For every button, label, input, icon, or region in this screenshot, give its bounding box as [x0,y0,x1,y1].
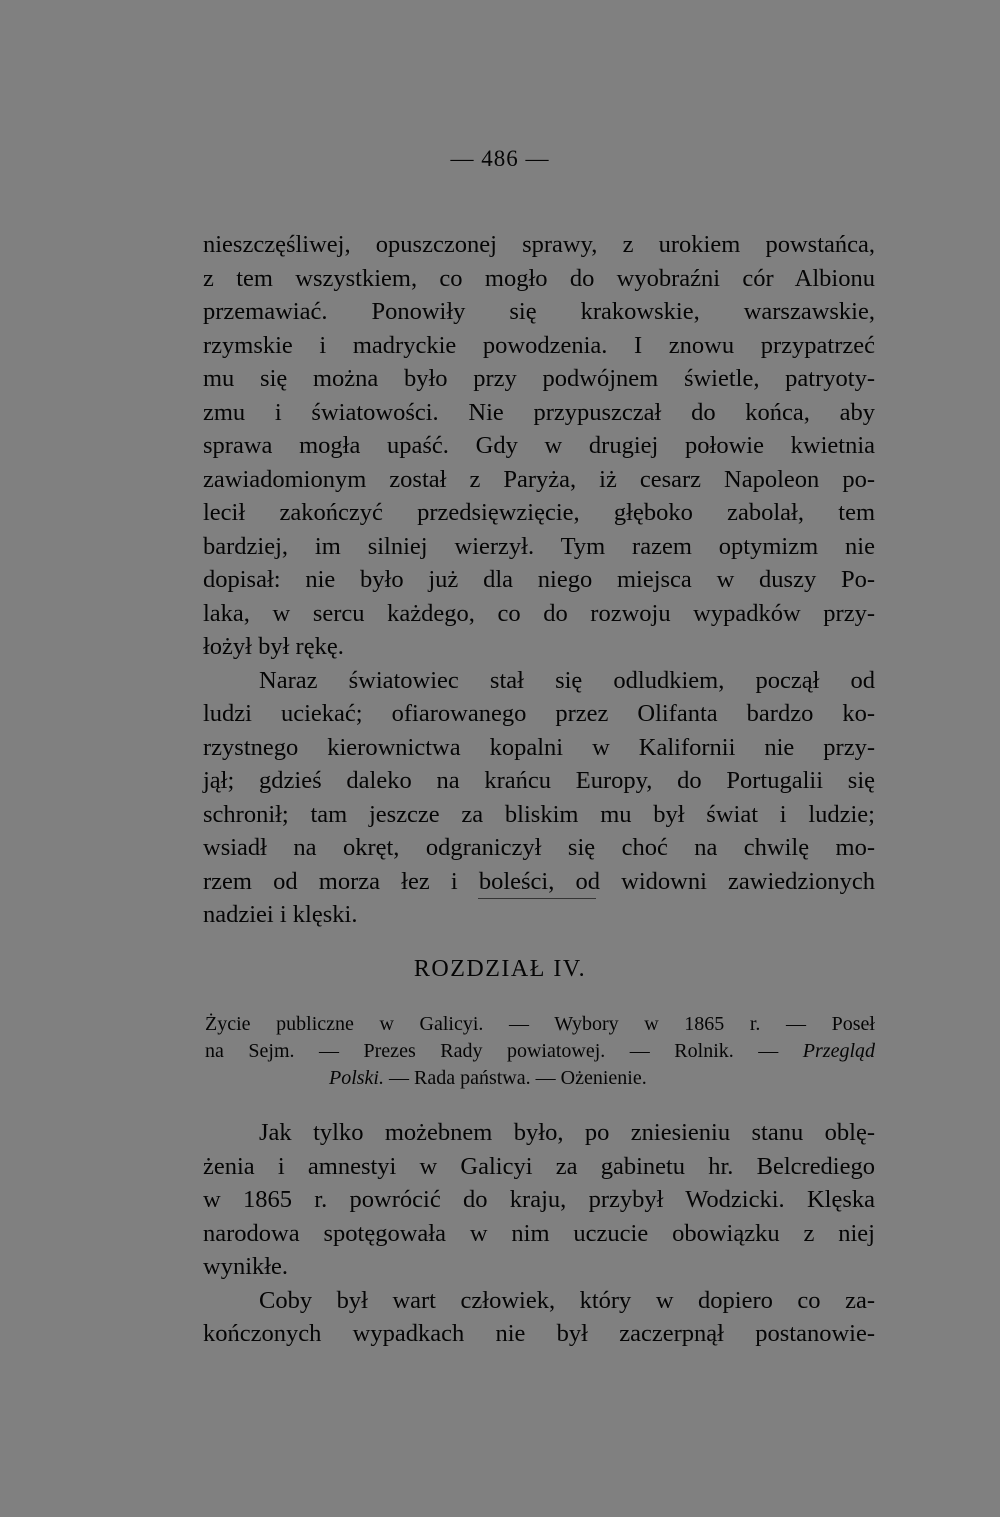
page-number: — 486 — [450,146,550,171]
text-line: sprawa mogła upaść. Gdy w drugiej połowie kwietnia [203,432,875,459]
text-line: ludzi uciekać; ofiarowanego przez Olifanta bardzo ko- [203,700,875,727]
summary-text: — Rada państwa. — Ożenienie. [384,1067,647,1089]
text-line: rzymskie i madryckie powodzenia. I znowu przypatrzeć [203,331,875,359]
summary-line [205,1065,875,1092]
text-line: lecił zakończyć przedsięwzięcie, głęboko zabolał, tem [203,499,875,526]
summary-text: na Sejm. — Prezes Rady powiatowej. — Rolnik. — [205,1040,779,1062]
chapter-title: ROZDZIAŁ IV. [413,956,587,982]
text-line: bardziej, im silniej wierzył. Tym razem optymizm nie [203,532,875,560]
text-line: w 1865 r. powrócić do kraju, przybył Wodzicki. Klęska [203,1186,875,1213]
text-line: dopisał: nie było już dla niego miejsca w duszy Po- [203,566,875,593]
chapter-body [203,1116,875,1351]
text-line: zmu i światowości. Nie przypuszczał do końca, aby [203,398,875,426]
summary-line [205,1038,875,1065]
text-line: Jak tylko możebnem było, po zniesieniu stanu oblę- [259,1119,875,1146]
text-line: wsiadł na okręt, odgraniczył się choć na chwilę mo- [203,834,875,861]
chapter-summary [205,1011,875,1092]
section-divider [478,898,596,899]
text-line: nieszczęśliwej, opuszczonej sprawy, z urokiem powstańca, [203,231,875,258]
text-line: z tem wszystkiem, co mogło do wyobraźni cór Albionu [203,264,875,292]
text-line: jął; gdzieś daleko na krańcu Europy, do Portugalii się [203,767,875,794]
text-line: rzystnego kierownictwa kopalni w Kalifornii nie przy- [203,733,875,761]
text-line: laka, w sercu każdego, co do rozwoju wypadków przy- [203,599,875,627]
text-line: łożył był rękę. [203,633,344,660]
text-line: schronił; tam jeszcze za bliskim mu był świat i ludzie; [203,800,875,828]
text-line: Naraz światowiec stał się odludkiem, począł od [259,666,875,694]
text-line: narodowa spotęgowała w nim uczucie obowiązku z niej [203,1219,875,1247]
text-line: mu się można było przy podwójnem świetle, patryoty- [203,365,875,392]
text-line: nadziei i klęski. [203,901,358,928]
text-line: wynikłe. [203,1253,289,1280]
text-line: Coby był wart człowiek, który w dopiero co za- [259,1286,875,1314]
text-line: kończonych wypadkach nie był zaczerpnął postanowie- [203,1320,875,1347]
text-line: rzem od morza łez i boleści, od widowni zawiedzionych [203,867,875,895]
summary-line: Życie publiczne w Galicyi. — Wybory w 1865 r. — Poseł [205,1013,875,1035]
text-line: zawiadomionym został z Paryża, iż cesarz Napoleon po- [203,465,875,493]
paragraph-continuation [203,228,875,932]
summary-italic-title: Przegląd [802,1040,875,1062]
text-line: żenia i amnestyi w Galicyi za gabinetu hr. Belcrediego [203,1152,875,1180]
summary-italic-title: Polski. [329,1067,384,1089]
text-line: przemawiać. Ponowiły się krakowskie, warszawskie, [203,298,875,325]
